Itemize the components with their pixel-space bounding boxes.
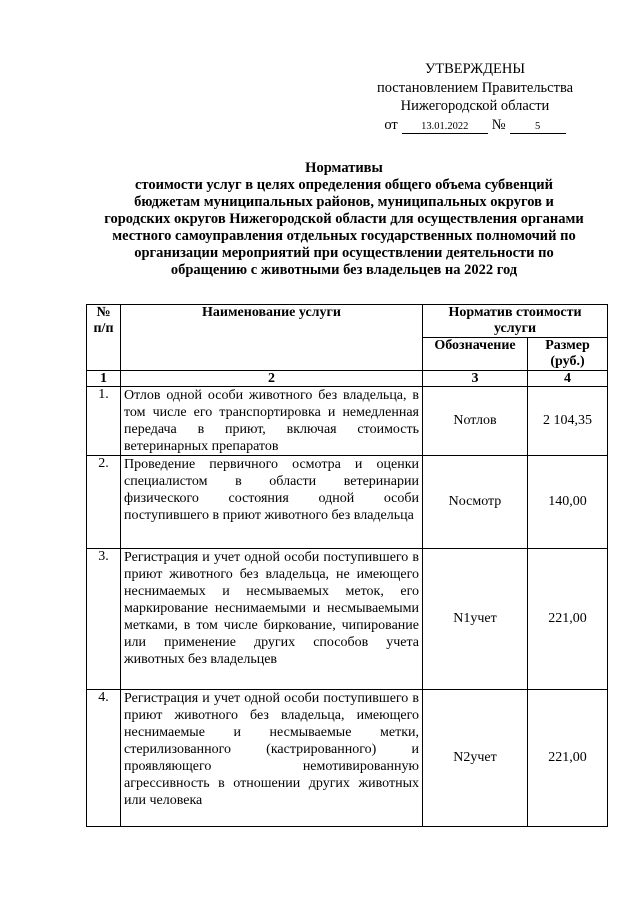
service-code: N2учет xyxy=(423,690,528,827)
header-norm: Норматив стоимости услуги xyxy=(423,305,608,338)
service-name: Проведение первичного осмотра и оценки специалистом в области ветеринарии физического состояния одной особи поступившего в приют животного без владельца xyxy=(121,456,423,549)
index-cell: 2 xyxy=(121,371,423,387)
index-row xyxy=(87,371,608,387)
service-code: Nосмотр xyxy=(423,456,528,549)
header-num: № п/п xyxy=(87,305,121,371)
approval-line-2: Нижегородской области xyxy=(400,98,550,114)
header-name: Наименование услуги xyxy=(121,305,423,371)
service-code: Nотлов xyxy=(423,387,528,456)
header-code: Обозначение xyxy=(423,338,528,371)
title-line: обращению с животными без владельцев на 2022 год xyxy=(170,262,518,278)
approval-line-1: постановлением Правительства xyxy=(376,79,574,96)
approval-block xyxy=(360,60,590,134)
title-line: местного самоуправления отдельных государственных полномочий по xyxy=(112,228,576,244)
header-size: Размер (руб.) xyxy=(528,338,608,371)
header-row xyxy=(87,305,608,338)
service-name: Регистрация и учет одной особи поступившего в приют животного без владельца, имеющего неснимаемые и несмываемые метки, стерилизованного (кастрированного) и проявляющего немотивированную агрессивность в отношении других животных или человека xyxy=(121,690,423,827)
service-name: Отлов одной особи животного без владельца, в том числе его транспортировка и немедленная передача в приют, включая стоимость ветеринарных препаратов xyxy=(121,387,423,456)
approval-heading: УТВЕРЖДЕНЫ xyxy=(424,61,526,77)
row-number: 1. xyxy=(87,387,121,456)
document-title xyxy=(84,160,604,279)
title-line: организации мероприятий при осуществлении деятельности по xyxy=(134,245,554,261)
approval-date: 13.01.2022 xyxy=(402,120,488,134)
service-code: N1учет xyxy=(423,549,528,690)
service-size: 221,00 xyxy=(528,549,608,690)
row-number: 4. xyxy=(87,690,121,827)
index-cell: 3 xyxy=(423,371,528,387)
table-row xyxy=(87,387,608,456)
title-line: Нормативы xyxy=(305,160,383,176)
approval-number: 5 xyxy=(510,120,566,134)
table-row xyxy=(87,690,608,827)
title-line: стоимости услуг в целях определения общего объема субвенций xyxy=(134,177,553,193)
service-size: 2 104,35 xyxy=(528,387,608,456)
from-label: от xyxy=(384,116,398,133)
service-name: Регистрация и учет одной особи поступившего в приют животного без владельца, не имеющего неснимаемых и несмываемых меток, его маркирование неснимаемыми и несмываемыми метками, в том числе биркование, чипирование или применение других способов учета животных без владельцев xyxy=(121,549,423,690)
row-number: 2. xyxy=(87,456,121,549)
service-size: 140,00 xyxy=(528,456,608,549)
table-row xyxy=(87,549,608,690)
service-size: 221,00 xyxy=(528,690,608,827)
index-cell: 4 xyxy=(528,371,608,387)
title-line: городских округов Нижегородской области для осуществления органами xyxy=(104,211,584,227)
table-row xyxy=(87,456,608,549)
row-number: 3. xyxy=(87,549,121,690)
norms-table xyxy=(86,304,608,827)
approval-sign-row xyxy=(360,116,590,135)
title-line: бюджетам муниципальных районов, муниципальных округов и xyxy=(134,194,554,210)
index-cell: 1 xyxy=(87,371,121,387)
number-label: № xyxy=(491,116,506,133)
